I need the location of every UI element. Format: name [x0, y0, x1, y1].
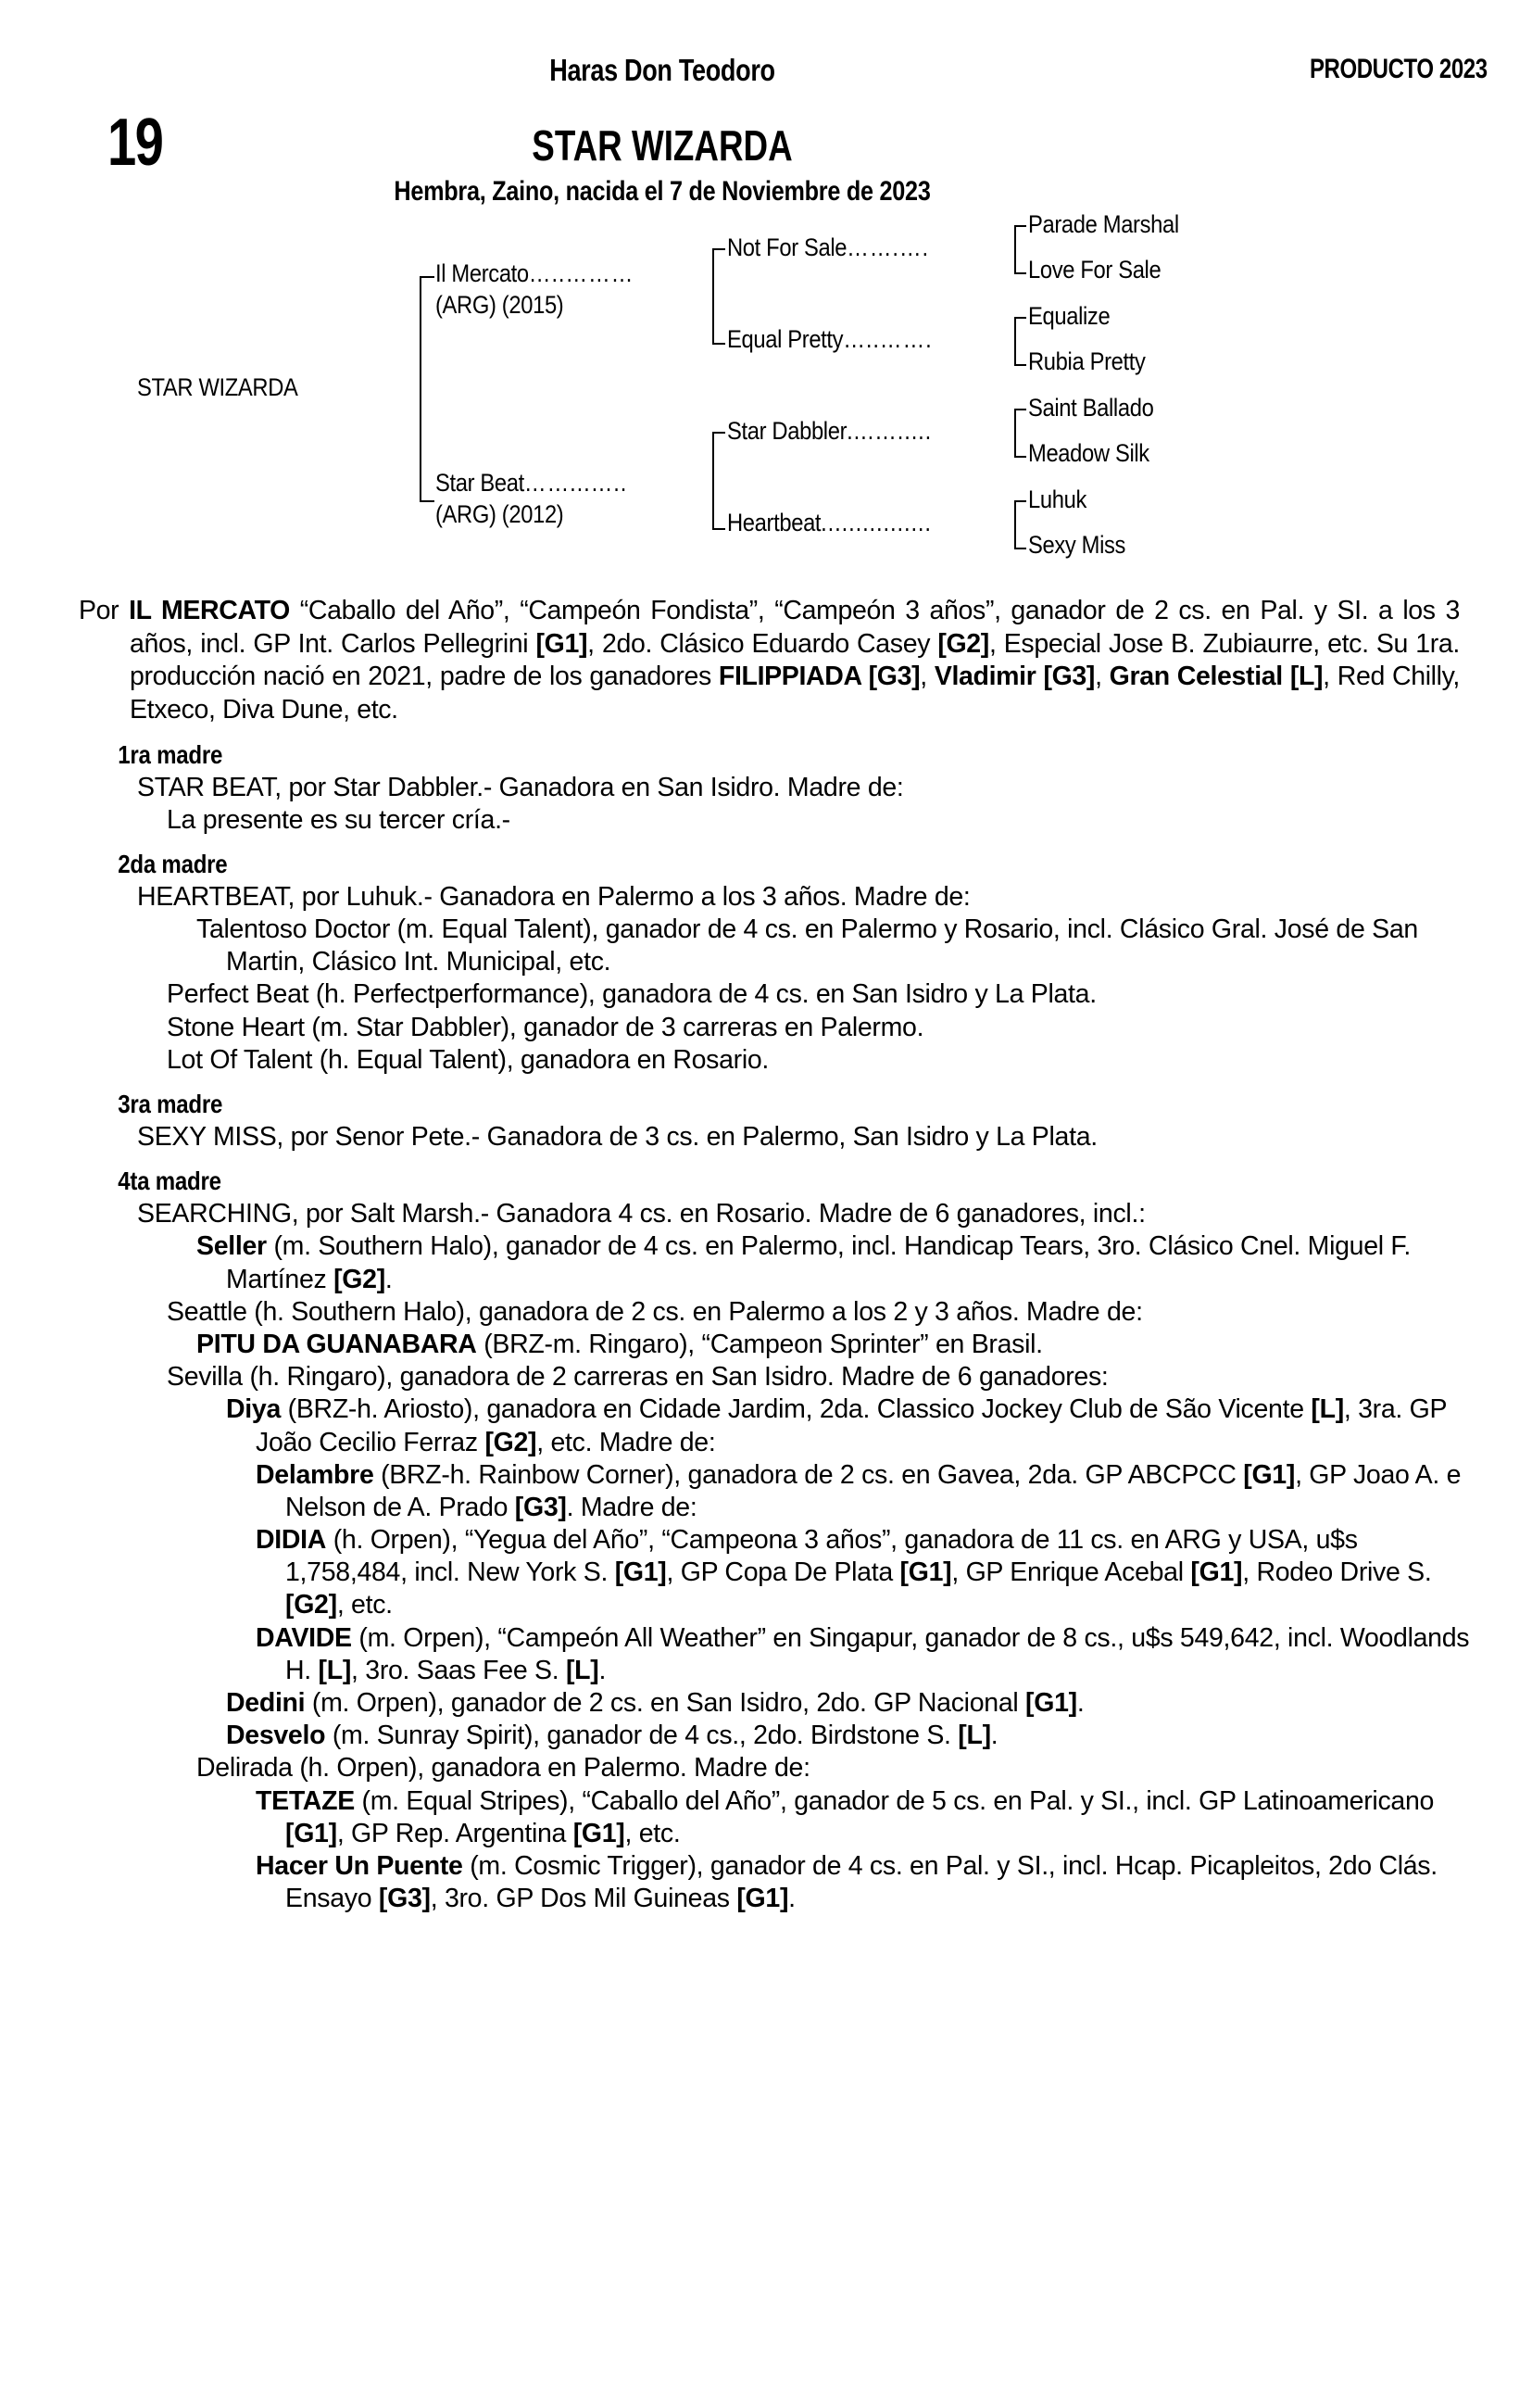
pedigree-entry	[0, 1687, 1532, 1720]
entry-text: , etc.	[336, 1590, 393, 1620]
horse-name-bold: [G3]	[378, 1884, 431, 1914]
horse-name-bold: DAVIDE	[256, 1622, 352, 1653]
entry-text: (m. Orpen), ganador de 2 cs. en San Isidro, 2do. GP Nacional	[305, 1688, 1026, 1718]
sire-origin: (ARG) (2015)	[435, 290, 564, 319]
lot-number: 19	[107, 106, 163, 180]
horse-name-bold: Diya	[226, 1394, 282, 1425]
entry-text: (m. Orpen), “Campeón All Weather” en Singapur, ganador de 8 cs., u$s 549,642, incl. Woodlands H.	[285, 1622, 1470, 1685]
sire-name: Il Mercato	[435, 259, 529, 287]
grandparent-name: Saint Ballado	[1028, 394, 1154, 422]
pedigree-entry	[0, 1121, 1532, 1154]
entry-text: Lot Of Talent (h. Equal Talent), ganadora en Rosario.	[167, 1044, 770, 1075]
section-heading: 3ra madre	[118, 1090, 223, 1118]
grandparent-name: Parade Marshal	[1028, 210, 1179, 238]
pedigree-entry	[0, 772, 1532, 804]
horse-name-bold: [G2]	[484, 1427, 537, 1457]
brace-gp-1	[1014, 225, 1026, 274]
sire-block	[435, 259, 634, 321]
sire-dam-row	[727, 325, 933, 355]
pedigree-subject: STAR WIZARDA	[137, 373, 298, 401]
sire-name-bold: IL MERCATO	[129, 596, 290, 625]
brace-dam	[712, 432, 725, 530]
mother-sections	[0, 740, 1532, 1916]
grandparent-name: Love For Sale	[1028, 256, 1162, 284]
section-heading: 4ta madre	[118, 1166, 221, 1196]
grade-badge: [G1]	[535, 628, 588, 659]
producto-year: PRODUCTO 2023	[1310, 54, 1488, 84]
entry-text: .	[788, 1884, 796, 1914]
progeny-name: Vladimir [G3]	[934, 662, 1096, 692]
sire-para-text: , Red Chilly, Etxeco, Diva Dune, etc.	[130, 662, 1460, 725]
pedigree-entry	[0, 1622, 1532, 1687]
entry-text: SEARCHING, por Salt Marsh.- Ganadora 4 cs. en Rosario. Madre de 6 ganadores, incl.:	[137, 1199, 1146, 1229]
entry-text: Perfect Beat (h. Perfectperformance), ganadora de 4 cs. en San Isidro y La Plata.	[167, 979, 1097, 1010]
pedigree-entry	[0, 1329, 1532, 1361]
brace-gp-4	[1014, 500, 1026, 549]
dam-dots: ……...…..	[523, 469, 628, 497]
entry-text: .	[598, 1655, 607, 1685]
grandparent-name: Meadow Silk	[1028, 439, 1149, 467]
entry-text: , GP Joao A. e Nelson de A. Prado	[285, 1459, 1462, 1522]
pedigree-entry	[0, 804, 1532, 837]
entry-text: STAR BEAT, por Star Dabbler.- Ganadora en San Isidro. Madre de:	[137, 772, 904, 802]
entry-text: SEXY MISS, por Senor Pete.- Ganadora de 3 cs. en Palermo, San Isidro y La Plata.	[137, 1122, 1098, 1152]
horse-name-bold: Seller	[196, 1231, 267, 1262]
entry-text: (BRZ-m. Ringaro), “Campeon Sprinter” en Brasil.	[476, 1329, 1043, 1359]
pedigree-entry	[0, 1459, 1532, 1524]
horse-name-bold: [G1]	[614, 1557, 667, 1588]
grandparent-name: Luhuk	[1028, 485, 1086, 513]
entry-text: Seattle (h. Southern Halo), ganadora de 2 cs. en Palermo a los 2 y 3 años. Madre de:	[167, 1296, 1143, 1327]
horse-name-bold: DIDIA	[256, 1525, 327, 1556]
entry-text: (m. Sunray Spirit), ganador de 4 cs., 2do. Birdstone S.	[325, 1721, 959, 1751]
entry-text: .	[1076, 1688, 1085, 1718]
entry-text: . Madre de:	[566, 1492, 697, 1522]
horse-name-bold: [G1]	[572, 1818, 625, 1848]
horse-name-bold: [G1]	[285, 1818, 337, 1848]
horse-name-bold: [G2]	[285, 1590, 337, 1620]
dam-sire-row	[727, 417, 932, 447]
pedigree-entry	[0, 1361, 1532, 1393]
pedigree-entry	[0, 881, 1532, 914]
dam-dam-name: Heartbeat	[727, 509, 822, 536]
sire-dam-name: Equal Pretty	[727, 325, 844, 353]
pedigree-entry	[0, 1393, 1532, 1458]
entry-text: , 3ro. Saas Fee S.	[351, 1655, 566, 1685]
horse-name-bold: [G3]	[514, 1492, 567, 1522]
sire-para-text: , 2do. Clásico Eduardo Casey	[587, 628, 938, 659]
brace-gp-2	[1014, 317, 1026, 366]
pedigree-entry	[0, 1296, 1532, 1329]
page-title: STAR WIZARDA	[532, 121, 793, 170]
pedigree-entry	[0, 1752, 1532, 1784]
sire-para-text: “Caballo del Año”, “Campeón Fondista”, “Campeón 3 años”, ganador de 2 cs. en Pal. y SI. a los 3 años, incl. GP Int. Carlos Pellegrini	[130, 596, 1460, 659]
entry-text: Sevilla (h. Ringaro), ganadora de 2 carreras en San Isidro. Madre de 6 ganadores:	[167, 1362, 1109, 1393]
entry-text: Delirada (h. Orpen), ganadora en Palermo. Madre de:	[196, 1753, 810, 1784]
brace-gp-3	[1014, 409, 1026, 458]
sire-para-text: ,	[1095, 662, 1110, 692]
entry-text: , etc. Madre de:	[536, 1427, 716, 1457]
sire-paragraph	[79, 595, 1460, 727]
dam-sire-dots: ....….....	[847, 417, 933, 445]
dam-dam-dots: ................	[821, 509, 932, 536]
dam-sire-name: Star Dabbler	[727, 417, 848, 445]
horse-name-bold: Delambre	[256, 1459, 374, 1490]
entry-text: (h. Orpen), “Yegua del Año”, “Campeona 3 años”, ganadora de 11 cs. en ARG y USA, u$s 1,758,484, incl. New York S.	[285, 1525, 1358, 1588]
horse-name-bold: [L]	[958, 1721, 991, 1751]
entry-text: La presente es su tercer cría.-	[167, 804, 510, 835]
grandparent-name: Rubia Pretty	[1028, 347, 1146, 375]
dam-origin: (ARG) (2012)	[435, 499, 564, 528]
horse-name-bold: Desvelo	[226, 1721, 326, 1751]
pedigree-entry	[0, 1230, 1532, 1295]
entry-text: , etc.	[624, 1818, 681, 1848]
pedigree-entry	[0, 914, 1532, 978]
entry-text: (m. Equal Stripes), “Caballo del Año”, ganador de 5 cs. en Pal. y SI., incl. GP Latinoamericano	[354, 1785, 1435, 1816]
horse-name-bold: [G1]	[1025, 1688, 1077, 1718]
progeny-name: Gran Celestial [L]	[1109, 662, 1324, 692]
sire-para-text: ,	[920, 662, 935, 692]
pedigree-entry	[0, 1850, 1532, 1915]
horse-name-bold: [G1]	[736, 1884, 789, 1914]
pedigree-entry	[0, 1012, 1532, 1044]
entry-text: (BRZ-h. Ariosto), ganadora en Cidade Jardim, 2da. Classico Jockey Club de São Vicente	[281, 1394, 1312, 1425]
entry-text: (m. Cosmic Trigger), ganador de 4 cs. en Pal. y SI., incl. Hcap. Picapleitos, 2do Clás. Ensayo	[285, 1850, 1438, 1914]
progeny-name: FILIPPIADA [G3]	[718, 662, 921, 692]
horse-name-bold: [L]	[565, 1655, 599, 1685]
entry-text: , GP Copa De Plata	[666, 1557, 900, 1588]
entry-text: .	[990, 1721, 998, 1751]
brace-sire	[712, 248, 725, 345]
page-header	[0, 0, 1532, 213]
sire-para-prefix: Por	[79, 596, 130, 625]
sire-dam-dots: …..…….	[843, 325, 933, 353]
grandparent-name: Sexy Miss	[1028, 531, 1126, 559]
horse-name-bold: TETAZE	[256, 1785, 355, 1816]
entry-text: , Rodeo Drive S.	[1242, 1557, 1432, 1588]
section-heading: 1ra madre	[118, 739, 223, 769]
entry-text: Stone Heart (m. Star Dabbler), ganador de 3 carreras en Palermo.	[167, 1012, 924, 1042]
pedigree-text	[0, 595, 1532, 1915]
pedigree-entry	[0, 978, 1532, 1011]
pedigree-entry	[0, 1720, 1532, 1752]
horse-name-bold: Hacer Un Puente	[256, 1850, 463, 1881]
pedigree-tree	[0, 210, 1532, 591]
entry-text: HEARTBEAT, por Luhuk.- Ganadora en Palermo a los 3 años. Madre de:	[137, 881, 971, 912]
grade-badge: [G2]	[937, 628, 989, 659]
grandparent-name: Equalize	[1028, 302, 1111, 330]
horse-name-bold: [L]	[318, 1655, 352, 1685]
farm-name: Haras Don Teodoro	[549, 53, 775, 87]
entry-text: (m. Southern Halo), ganador de 4 cs. en Palermo, incl. Handicap Tears, 3ro. Clásico Cnel. Miguel F. Martínez	[226, 1231, 1412, 1294]
horse-name-bold: [G2]	[333, 1264, 385, 1294]
entry-text: , 3ra. GP João Cecilio Ferraz	[256, 1394, 1447, 1457]
dam-dam-row	[727, 509, 932, 538]
brace-gen1	[420, 276, 434, 502]
entry-text: , 3ro. GP Dos Mil Guineas	[430, 1884, 737, 1914]
horse-name-bold: [G1]	[899, 1557, 952, 1588]
entry-text: , GP Rep. Argentina	[336, 1818, 573, 1848]
pedigree-entry	[0, 1785, 1532, 1850]
sire-dots: …..………	[528, 259, 634, 287]
horse-name-bold: [G1]	[1243, 1459, 1296, 1490]
horse-name-bold: PITU DA GUANABARA	[196, 1329, 477, 1359]
dam-block	[435, 469, 627, 530]
horse-name-bold: Dedini	[226, 1688, 306, 1718]
sire-sire-dots: …….….	[847, 233, 930, 261]
sire-sire-name: Not For Sale	[727, 233, 848, 261]
dam-name: Star Beat	[435, 469, 524, 497]
horse-name-bold: [L]	[1311, 1394, 1344, 1425]
entry-text: , GP Enrique Acebal	[951, 1557, 1191, 1588]
horse-description: Hembra, Zaino, nacida el 7 de Noviembre de 2023	[394, 176, 931, 207]
pedigree-entry	[0, 1524, 1532, 1622]
pedigree-entry	[0, 1044, 1532, 1077]
sire-sire-row	[727, 233, 929, 263]
entry-text: Talentoso Doctor (m. Equal Talent), ganador de 4 cs. en Palermo y Rosario, incl. Clásico Gral. José de San Martin, Clásico Int. Municipal, etc.	[196, 914, 1418, 977]
pedigree-entry	[0, 1198, 1532, 1230]
section-heading: 2da madre	[118, 849, 228, 878]
sire-para-text: , Especial Jose B. Zubiaurre, etc. Su 1ra. producción nació en 2021, padre de los ganadores	[130, 628, 1460, 692]
horse-name-bold: [G1]	[1190, 1557, 1243, 1588]
entry-text: .	[384, 1264, 393, 1294]
entry-text: (BRZ-h. Rainbow Corner), ganadora de 2 cs. en Gavea, 2da. GP ABCPCC	[373, 1459, 1244, 1490]
